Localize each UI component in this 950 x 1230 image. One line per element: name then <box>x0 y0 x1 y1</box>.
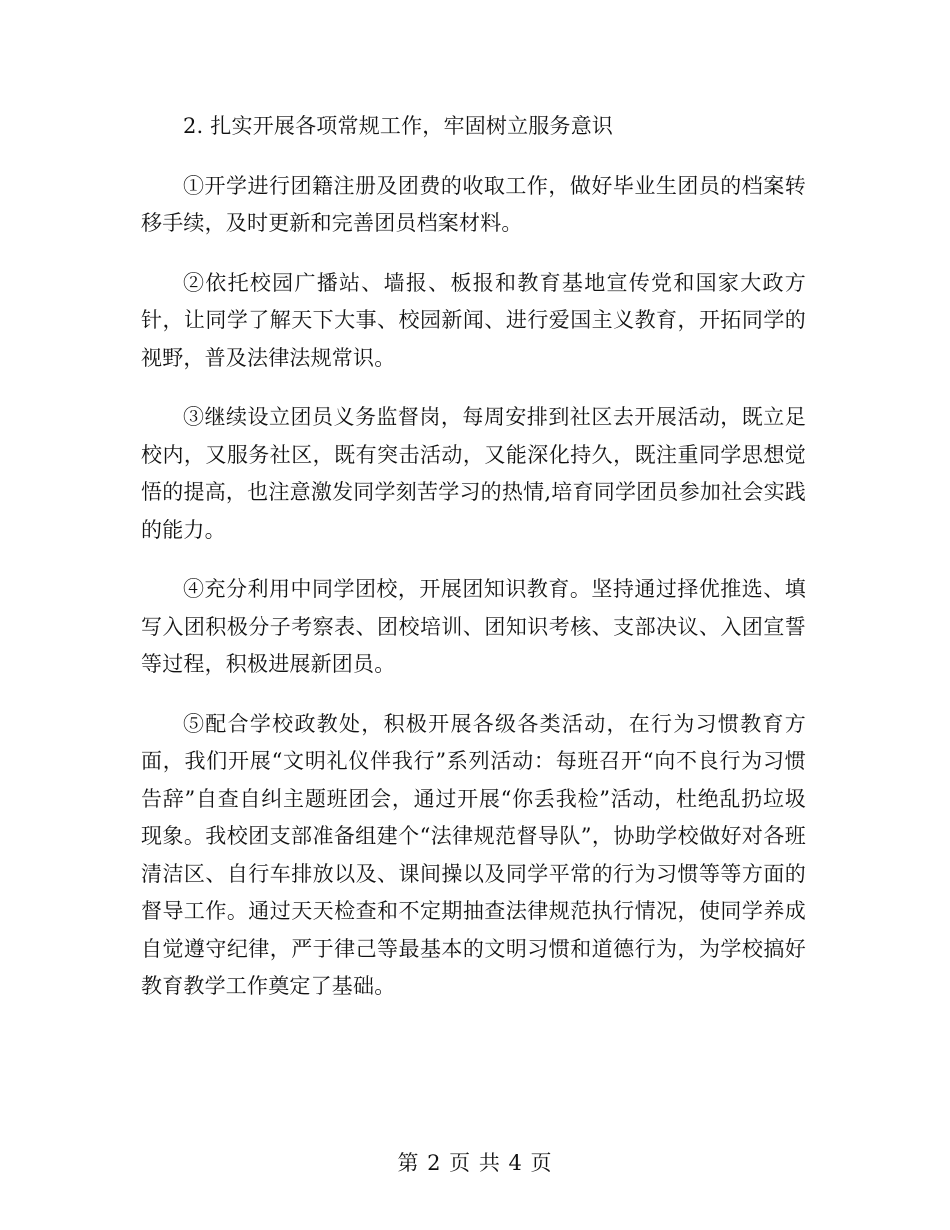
document-body <box>141 108 806 1028</box>
page-number-footer: 第 2 页 共 4 页 <box>397 1151 553 1175</box>
paragraph-item-1: ①开学进行团籍注册及团费的收取工作，做好毕业生团员的档案转移手续，及时更新和完善团员档案材料。 <box>141 173 806 235</box>
paragraph-item-5: ⑤配合学校政教处，积极开展各级各类活动，在行为习惯教育方面，我们开展“文明礼仪伴我行”系列活动：每班召开“向不良行为习惯告辞”自查自纠主题班团会，通过开展“你丢我检”活动，杜绝乱扔垃圾现象。我校团支部准备组建个“法律规范督导队”，协助学校做好对各班清洁区、自行车排放以及、课间操以及同学平常的行为习惯等等方面的督导工作。通过天天检查和不定期抽查法律规范执行情况，使同学养成自觉遵守纪律，严于律己等最基本的文明习惯和道德行为，为学校搞好教育教学工作奠定了基础。 <box>141 711 806 998</box>
paragraph-item-3: ③继续设立团员义务监督岗，每周安排到社区去开展活动，既立足校内，又服务社区，既有突击活动，又能深化持久，既注重同学思想觉悟的提高，也注意激发同学刻苦学习的热情,培育同学团员参加社会实践的能力。 <box>141 405 806 542</box>
section-heading: 2. 扎实开展各项常规工作，牢固树立服务意识 <box>183 114 614 138</box>
paragraph-item-4: ④充分利用中同学团校，开展团知识教育。坚持通过择优推选、填写入团积极分子考察表、团校培训、团知识考核、支部决议、入团宣誓等过程，积极进展新团员。 <box>141 577 806 676</box>
paragraph-item-2: ②依托校园广播站、墙报、板报和教育基地宣传党和国家大政方针，让同学了解天下大事、校园新闻、进行爱国主义教育，开拓同学的视野，普及法律法规常识。 <box>141 270 806 370</box>
